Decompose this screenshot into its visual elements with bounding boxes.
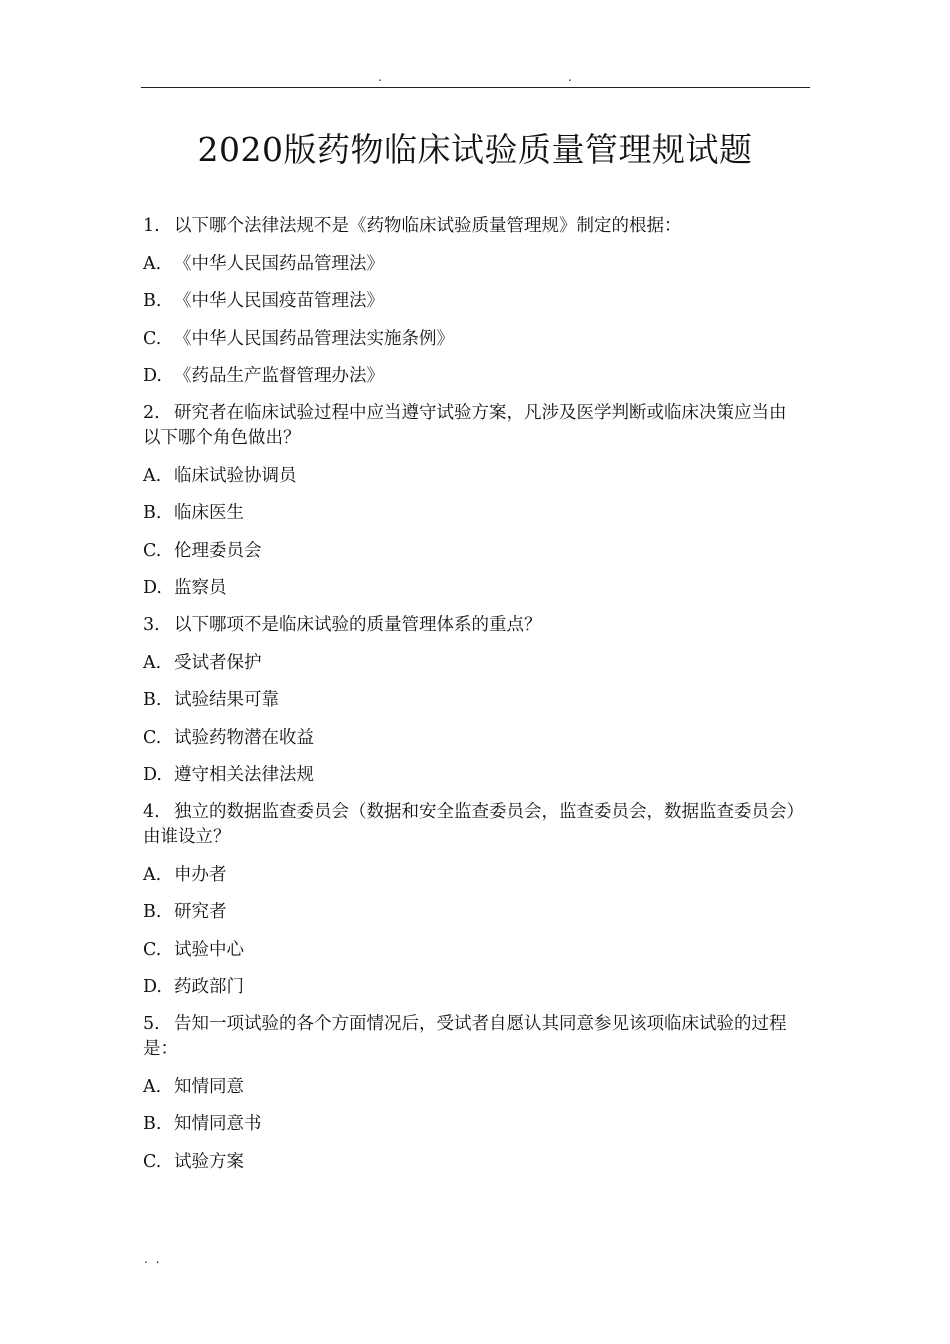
option-d <box>143 975 803 1000</box>
option-text: 申办者 <box>174 864 227 885</box>
option-text: 试验结果可靠 <box>174 690 279 710</box>
question-number: 5. <box>143 1014 160 1034</box>
option-text: 研究者 <box>174 902 227 922</box>
option-text: 《药品生产监督管理办法》 <box>174 366 384 386</box>
option-letter: C. <box>143 1151 162 1172</box>
option-letter: C. <box>143 328 162 349</box>
option-c <box>143 539 803 564</box>
option-c <box>143 938 803 963</box>
option-letter: A. <box>143 1076 162 1097</box>
option-b <box>143 501 803 526</box>
option-d <box>143 364 803 389</box>
option-letter: B. <box>143 902 162 922</box>
option-text: 《中华人民国疫苗管理法》 <box>174 291 384 311</box>
option-text: 《中华人民国药品管理法》 <box>174 253 384 274</box>
header-rule <box>141 87 810 88</box>
option-letter: B. <box>143 690 162 710</box>
option-c <box>143 327 803 352</box>
option-letter: B. <box>143 291 162 311</box>
question-5 <box>143 1012 803 1175</box>
option-text: 《中华人民国药品管理法实施条例》 <box>174 328 454 349</box>
option-text: 临床试验协调员 <box>174 465 297 486</box>
option-text: 临床医生 <box>174 503 244 523</box>
option-text: 知情同意 <box>174 1076 244 1097</box>
header-dot-right: . <box>568 70 572 84</box>
option-b <box>143 289 803 314</box>
option-letter: B. <box>143 1114 162 1134</box>
option-b <box>143 688 803 713</box>
question-text: 研究者在临床试验过程中应当遵守试验方案，凡涉及医学判断或临床决策应当由以下哪个角色做出？ <box>143 403 787 448</box>
option-a <box>143 464 803 489</box>
option-letter: A. <box>143 864 162 885</box>
header-dot-left: . <box>378 70 382 84</box>
option-c <box>143 726 803 751</box>
option-text: 知情同意书 <box>174 1114 262 1134</box>
option-text: 监察员 <box>174 578 227 598</box>
question-text: 告知一项试验的各个方面情况后，受试者自愿认其同意参见该项临床试验的过程是： <box>143 1014 787 1059</box>
option-a <box>143 651 803 676</box>
question-text: 独立的数据监查委员会（数据和安全监查委员会，监查委员会，数据监查委员会）由谁设立？ <box>143 802 796 847</box>
question-stem <box>143 214 803 239</box>
question-text: 以下哪项不是临床试验的质量管理体系的重点？ <box>174 615 542 635</box>
question-number: 4. <box>143 802 160 822</box>
option-letter: D. <box>143 578 162 598</box>
question-3 <box>143 613 803 788</box>
option-letter: C. <box>143 540 162 561</box>
question-number: 3. <box>143 615 160 635</box>
option-d <box>143 576 803 601</box>
option-letter: D. <box>143 366 162 386</box>
option-a <box>143 863 803 888</box>
option-letter: D. <box>143 765 162 785</box>
document-title: 2020版药物临床试验质量管理规试题 <box>197 130 753 169</box>
option-letter: D. <box>143 977 162 997</box>
option-letter: B. <box>143 503 162 523</box>
option-text: 试验药物潜在收益 <box>174 727 314 748</box>
footer-dots: . . <box>144 1252 162 1266</box>
question-4 <box>143 800 803 1000</box>
question-stem <box>143 800 803 850</box>
option-letter: A. <box>143 253 162 274</box>
question-text: 以下哪个法律法规不是《药物临床试验质量管理规》制定的根据： <box>174 216 682 236</box>
option-text: 试验中心 <box>174 939 244 960</box>
option-a <box>143 1075 803 1100</box>
question-number: 2. <box>143 403 160 423</box>
option-a <box>143 252 803 277</box>
option-text: 遵守相关法律法规 <box>174 765 314 785</box>
option-text: 药政部门 <box>174 977 244 997</box>
question-stem <box>143 613 803 638</box>
option-letter: C. <box>143 727 162 748</box>
option-text: 受试者保护 <box>174 652 262 673</box>
question-number: 1. <box>143 216 160 236</box>
option-text: 试验方案 <box>174 1151 244 1172</box>
option-b <box>143 900 803 925</box>
option-c <box>143 1150 803 1175</box>
question-2 <box>143 401 803 601</box>
option-b <box>143 1112 803 1137</box>
option-text: 伦理委员会 <box>174 540 262 561</box>
option-letter: A. <box>143 465 162 486</box>
question-stem <box>143 1012 803 1062</box>
option-letter: C. <box>143 939 162 960</box>
question-list <box>143 214 803 1187</box>
option-d <box>143 763 803 788</box>
option-letter: A. <box>143 652 162 673</box>
question-1 <box>143 214 803 389</box>
question-stem <box>143 401 803 451</box>
